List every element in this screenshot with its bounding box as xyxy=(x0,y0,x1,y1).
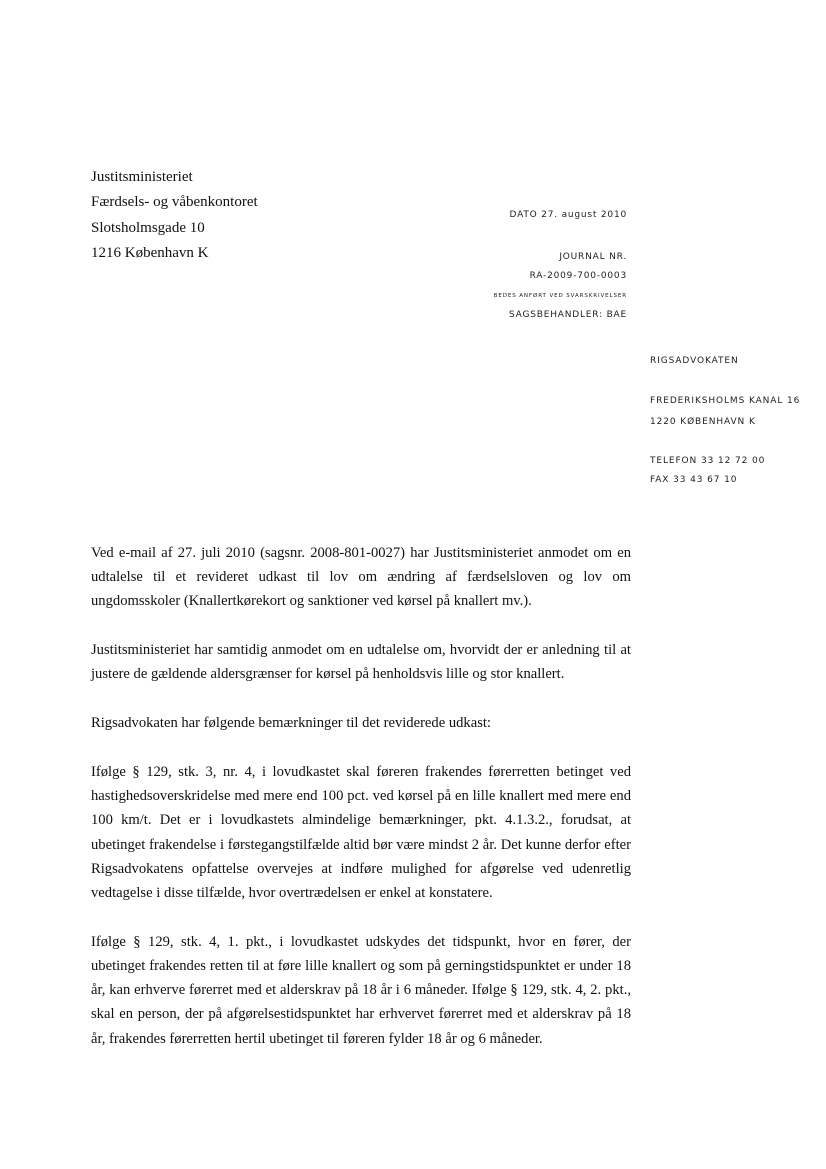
body-paragraph: Ved e-mail af 27. juli 2010 (sagsnr. 2008-801-0027) har Justitsministeriet anmodet om en udtalelse til et revideret udkast til lov om ændring af færdselsloven og lov om ungdomsskoler (Knallertkørekort og sanktioner ved kørsel på knallert mv.). xyxy=(91,545,631,610)
date-line: DATO 27. august 2010 xyxy=(509,210,627,220)
recipient-line: 1216 København K xyxy=(91,244,209,261)
body-paragraph: Justitsministeriet har samtidig anmodet om en udtalelse om, hvorvidt der er anledning til at justere de gældende aldersgrænser for kørsel på henholdsvis lille og stor knallert. xyxy=(91,642,631,683)
journal-number: RA-2009-700-0003 xyxy=(529,271,627,281)
recipient-line: Slotsholmsgade 10 xyxy=(91,219,205,236)
body-paragraph: Ifølge § 129, stk. 4, 1. pkt., i lovudkastet udskydes det tidspunkt, hvor en fører, der ubetinget frakendes retten til at føre lille knallert og som på gerningstidspunktet er under 18 år, kan erhverve førerret med et alderskrav på 18 år i 6 måneder. Ifølge § 129, stk. 4, 2. pkt., skal en person, der på afgørelsestidspunktet har erhvervet førerret med et alderskrav på 18 år, frakendes førerretten hertil ubetinget til føreren fylder 18 år og 6 måneder. xyxy=(91,933,631,1047)
journal-label: JOURNAL NR. xyxy=(559,252,627,262)
case-officer: SAGSBEHANDLER: BAE xyxy=(508,310,627,320)
recipient-line: Justitsministeriet xyxy=(91,169,193,185)
sender-name: RIGSADVOKATEN xyxy=(650,356,739,366)
body-paragraph: Ifølge § 129, stk. 3, nr. 4, i lovudkastet skal føreren frakendes førerretten betinget ved hastighedsoverskridelse med mere end 100 pct. ved kørsel på en lille knallert med mere end 100 km/t. Det er i lovudkastets almindelige bemærkninger, pkt. 4.1.3.2., forudsat, at ubetinget frakendelse i førstegangstilfælde altid bør være mindst 2 år. Det kunne derfor efter Rigsadvokatens opfattelse overvejes at indføre mulighed for afgørelse ved udenretlig vedtagelse i disse tilfælde, hvor overtrædelsen er enkel at konstatere. xyxy=(91,764,631,902)
sender-phone: TELEFON 33 12 72 00 xyxy=(650,456,766,466)
recipient-line: Færdsels- og våbenkontoret xyxy=(91,194,258,211)
letter-body xyxy=(91,541,631,1075)
sender-street: FREDERIKSHOLMS KANAL 16 xyxy=(650,396,801,406)
body-paragraph: Rigsadvokaten har følgende bemærkninger til det reviderede udkast: xyxy=(91,715,491,732)
sender-city: 1220 KØBENHAVN K xyxy=(650,417,756,427)
recipient-address xyxy=(91,165,258,266)
reply-instruction: BEDES ANFØRT VED SVARSKRIVELSER xyxy=(493,293,627,299)
sender-fax: FAX 33 43 67 10 xyxy=(650,475,738,485)
